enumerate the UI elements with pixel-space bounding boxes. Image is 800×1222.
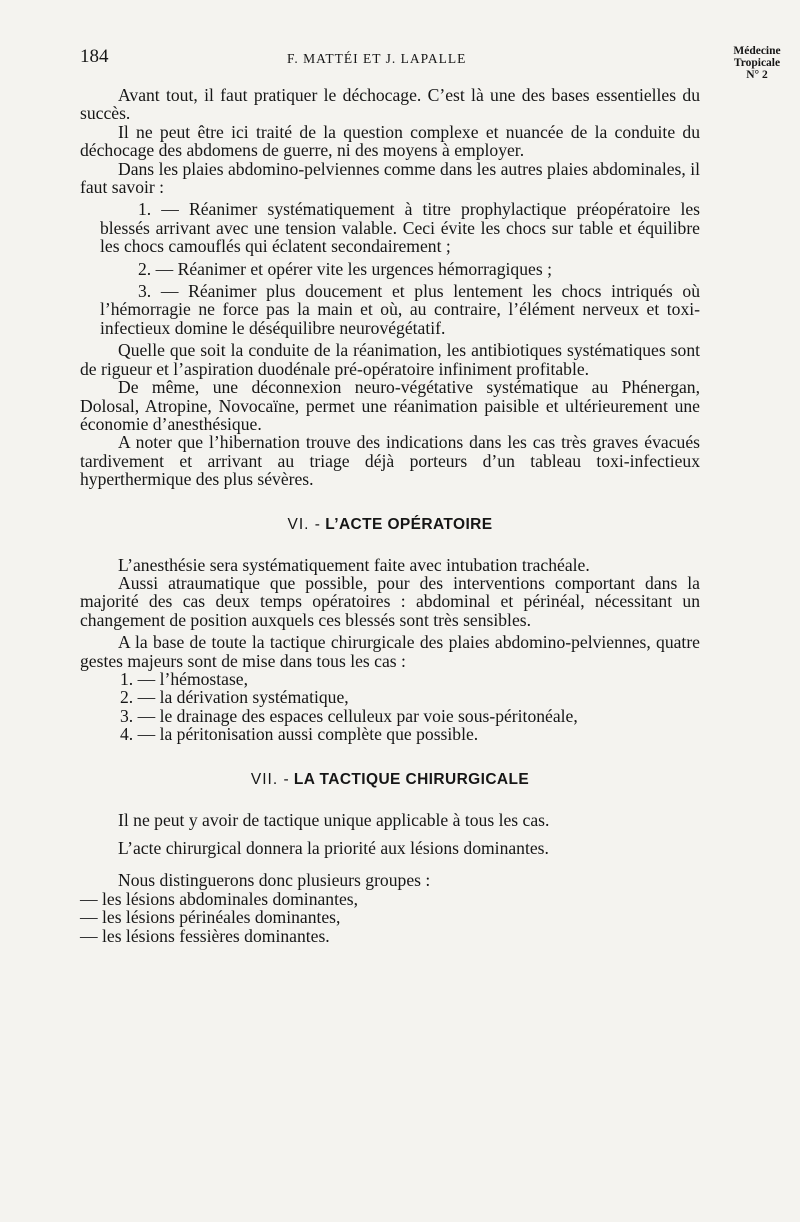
paragraph: L’acte chirurgical donnera la priorité aux lésions dominantes. [118, 838, 549, 858]
paragraph: Dans les plaies abdomino-pelviennes comme dans les autres plaies abdominales, il faut savoir : [80, 158, 700, 198]
section-title: LA TACTIQUE CHIRURGICALE [293, 770, 530, 788]
running-header-authors: F. MATTÉI ET J. LAPALLE [287, 51, 467, 66]
journal-issue: N° 2 [746, 69, 768, 81]
list-item: 2. — la dérivation systématique, [120, 687, 349, 708]
section-heading-7 [80, 771, 700, 789]
paragraph: L’anesthésie sera systématiquement faite avec intubation trachéale. [118, 554, 590, 575]
list-item: 1. — l’hémostase, [120, 668, 249, 689]
page-number: 184 [80, 46, 109, 67]
numbered-step: 2. — Réanimer et opérer vite les urgences hémorragiques ; [138, 258, 552, 279]
journal-badge [718, 45, 796, 81]
paragraph: A la base de toute la tactique chirurgicale des plaies abdomino-pelviennes, quatre gestes majeurs sont de mise dans tous les cas : [80, 632, 700, 671]
list-item: 3. — le drainage des espaces celluleux par voie sous-péritonéale, [120, 705, 578, 726]
list-item: — les lésions fessières dominantes. [80, 925, 330, 946]
paragraph: Avant tout, il faut pratiquer le déchocage. C’est là une des bases essentielles du succès. [80, 85, 700, 124]
section-title: L’ACTE OPÉRATOIRE [325, 515, 493, 533]
paragraph: Il ne peut être ici traité de la question complexe et nuancée de la conduite du déchocage des abdomens de guerre, ni des moyens à employer. [80, 121, 700, 161]
paragraph: Aussi atraumatique que possible, pour des interventions comportant dans la majorité des cas deux temps opératoires : abdominal et périnéal, nécessitant un changement de position auxquels ces blessés sont très sensibles. [80, 572, 700, 630]
section-number: VI. - [287, 515, 321, 533]
list-item: — les lésions périnéales dominantes, [80, 907, 341, 928]
paragraph: Il ne peut y avoir de tactique unique applicable à tous les cas. [118, 809, 550, 830]
list-item: 4. — la péritonisation aussi complète que possible. [120, 724, 479, 745]
paragraph: Quelle que soit la conduite de la réanimation, les antibiotiques systématiques sont de rigueur et l’aspiration duodénale pré-opératoire infiniment profitable. [80, 340, 700, 379]
paragraph: A noter que l’hibernation trouve des indications dans les cas très graves évacués tardivement et arrivant au triage déjà porteurs d’un tableau toxi-infectieux hyperthermique des plus sévères. [80, 432, 700, 490]
section-number: VII. - [250, 770, 290, 788]
article-body [80, 86, 700, 945]
numbered-step: 1. — Réanimer systématiquement à titre prophylactique préopératoire les blessés arrivant avec une tension valable. Ceci évite les chocs sur table et équilibre les chocs camouflés qui éclatent secondairement ; [100, 199, 700, 257]
journal-line: Médecine [733, 45, 781, 57]
journal-line: Tropicale [733, 57, 781, 69]
list-item: — les lésions abdominales dominantes, [80, 888, 359, 909]
numbered-step: 3. — Réanimer plus doucement et plus lentement les chocs intriqués où l’hémorragie ne force pas la main et où, au contraire, l’élément nerveux et toxi-infectieux domine le déséquilibre neurovégétatif. [100, 281, 700, 338]
paragraph: Nous distinguerons donc plusieurs groupes : [118, 870, 431, 891]
paragraph: De même, une déconnexion neuro-végétative systématique au Phénergan, Dolosal, Atropine, Novocaïne, permet une réanimation paisible et ultérieurement une économie d’anesthésique. [80, 377, 700, 434]
section-heading-6 [80, 516, 700, 534]
